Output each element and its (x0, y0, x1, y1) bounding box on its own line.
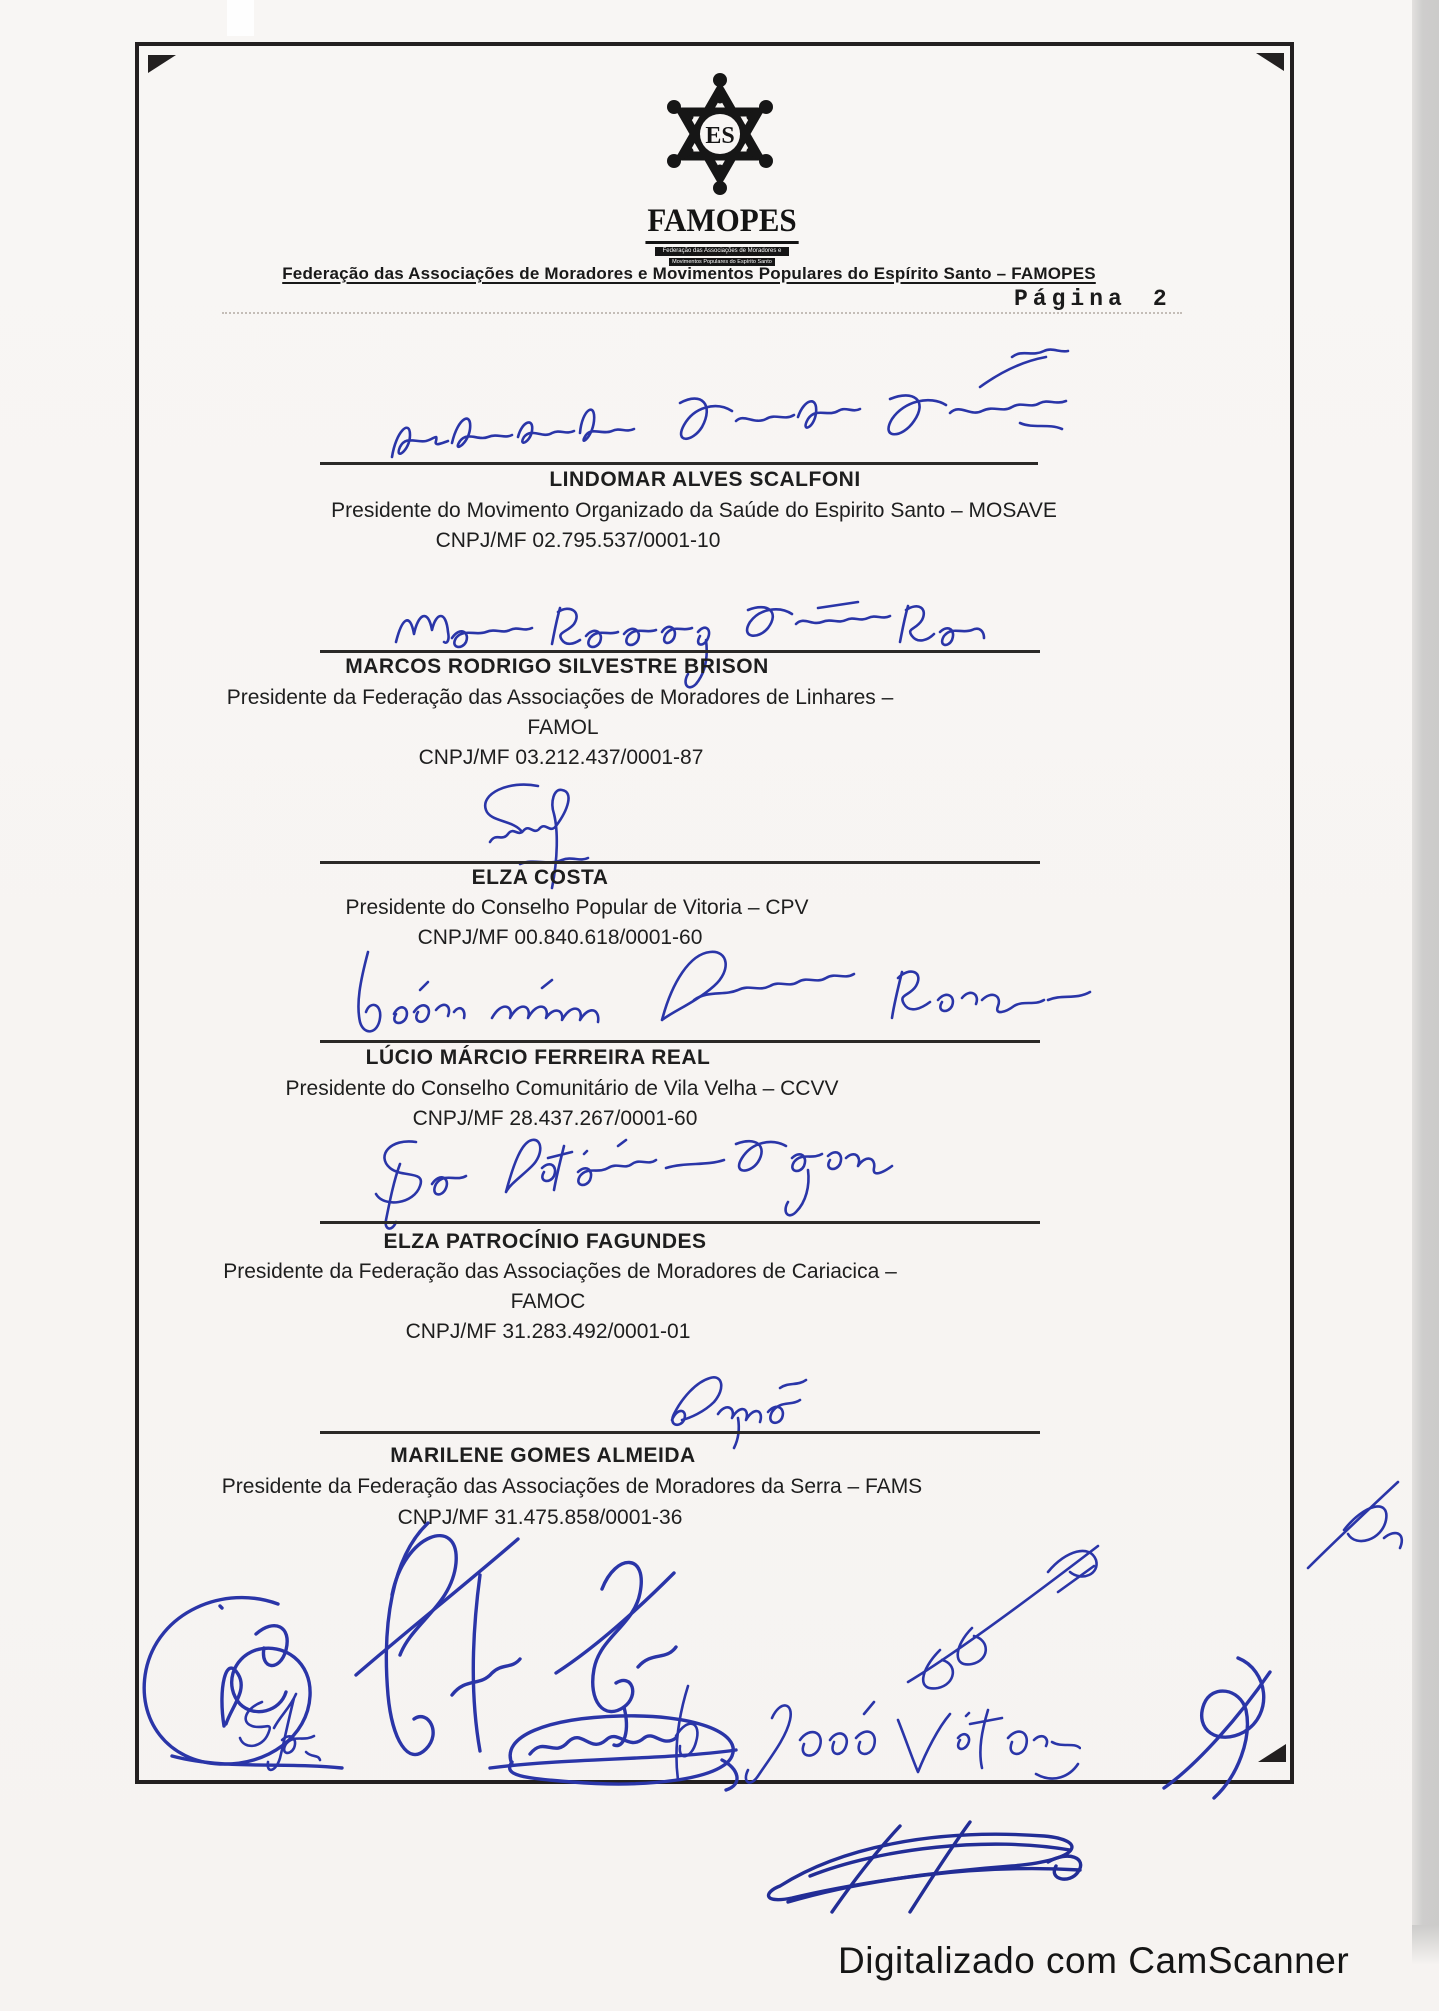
signatory-name: MARCOS RODRIGO SILVESTRE BRISON (345, 655, 769, 678)
signatory-role: Presidente do Movimento Organizado da Saúde do Espirito Santo – MOSAVE (331, 499, 1057, 522)
page-number-indicator (1014, 286, 1172, 312)
handwritten-signature-small-stroke (646, 1678, 716, 1788)
logo-tagline-text-1: Federação das Associações de Moradores e (662, 248, 782, 254)
handwritten-signature-lucio (342, 942, 1122, 1054)
page-number: 2 (1152, 286, 1172, 312)
handwritten-signature-jose-vitor (736, 1682, 1081, 1807)
handwritten-signature-marilene (652, 1362, 817, 1450)
scan-edge-strip (1412, 0, 1439, 1925)
handwritten-signature-lindomar (380, 345, 1092, 477)
signatory-role: Presidente da Federação das Associações de Moradores de Cariacica – (223, 1260, 897, 1283)
signatory-name: MARILENE GOMES ALMEIDA (390, 1444, 696, 1467)
frame-corner-mark-tr (1256, 53, 1284, 71)
signatory-name: ELZA COSTA (471, 866, 609, 889)
signatory-role-line2: FAMOL (527, 716, 599, 739)
scan-artifact-streak (227, 0, 254, 36)
signatory-role: Presidente do Conselho Comunitário de Vila Velha – CCVV (285, 1077, 839, 1100)
frame-corner-mark-tl (148, 55, 176, 73)
famopes-logo-emblem (658, 70, 782, 202)
signatory-role: Presidente do Conselho Popular de Vitoria – CPV (345, 896, 809, 919)
page-label: Página (1014, 286, 1127, 312)
scan-edge-fade (1412, 1925, 1439, 1965)
signatory-role: Presidente da Federação das Associações de Moradores da Serra – FAMS (221, 1475, 923, 1498)
signatory-cnpj: CNPJ/MF 00.840.618/0001-60 (417, 926, 703, 949)
handwritten-signature-marcos (388, 596, 988, 694)
signatory-name: LINDOMAR ALVES SCALFONI (549, 468, 861, 491)
handwritten-signature-corner-flick (1286, 1468, 1416, 1583)
handwritten-signature-elza-patrocinio (356, 1128, 936, 1242)
signatory-cnpj: CNPJ/MF 03.212.437/0001-87 (418, 746, 704, 769)
signatory-name: ELZA PATROCÍNIO FAGUNDES (383, 1230, 707, 1253)
signature-line (320, 462, 1038, 465)
logo-monogram: ES (705, 123, 735, 149)
camscanner-watermark: Digitalizado com CamScanner (838, 1940, 1350, 1981)
signatory-role-line2: FAMOC (510, 1290, 586, 1313)
handwritten-signature-g-flourish (1146, 1642, 1281, 1807)
signature-line (320, 1221, 1040, 1224)
handwritten-signature-diagonal (896, 1530, 1111, 1700)
logo-tagline-bar-1 (655, 247, 789, 256)
signature-line (320, 1431, 1040, 1434)
handwritten-signature-crossed-scribble (748, 1808, 1103, 1920)
scan-fold-line (222, 312, 1182, 314)
handwritten-signature-edjla (222, 1678, 322, 1778)
signatory-name: LÚCIO MÁRCIO FERREIRA REAL (365, 1046, 711, 1069)
organization-header-line: Federação das Associações de Moradores e Movimentos Populares do Espírito Santo – FAMOPES (282, 264, 1096, 283)
signatory-cnpj: CNPJ/MF 28.437.267/0001-60 (412, 1107, 698, 1130)
logo-wordmark: FAMOPES (645, 203, 798, 244)
signatory-cnpj: CNPJ/MF 31.283.492/0001-01 (405, 1320, 691, 1343)
signature-line (320, 1040, 1040, 1043)
signatory-cnpj: CNPJ/MF 31.475.858/0001-36 (397, 1506, 683, 1529)
signatory-cnpj: CNPJ/MF 02.795.537/0001-10 (435, 529, 721, 552)
signatory-role: Presidente da Federação das Associações de Moradores de Linhares – (226, 686, 894, 709)
signature-line (320, 650, 1040, 653)
logo-tagline-text-2: Movimentos Populares do Espírito Santo (672, 259, 772, 265)
signature-line (320, 861, 1040, 864)
